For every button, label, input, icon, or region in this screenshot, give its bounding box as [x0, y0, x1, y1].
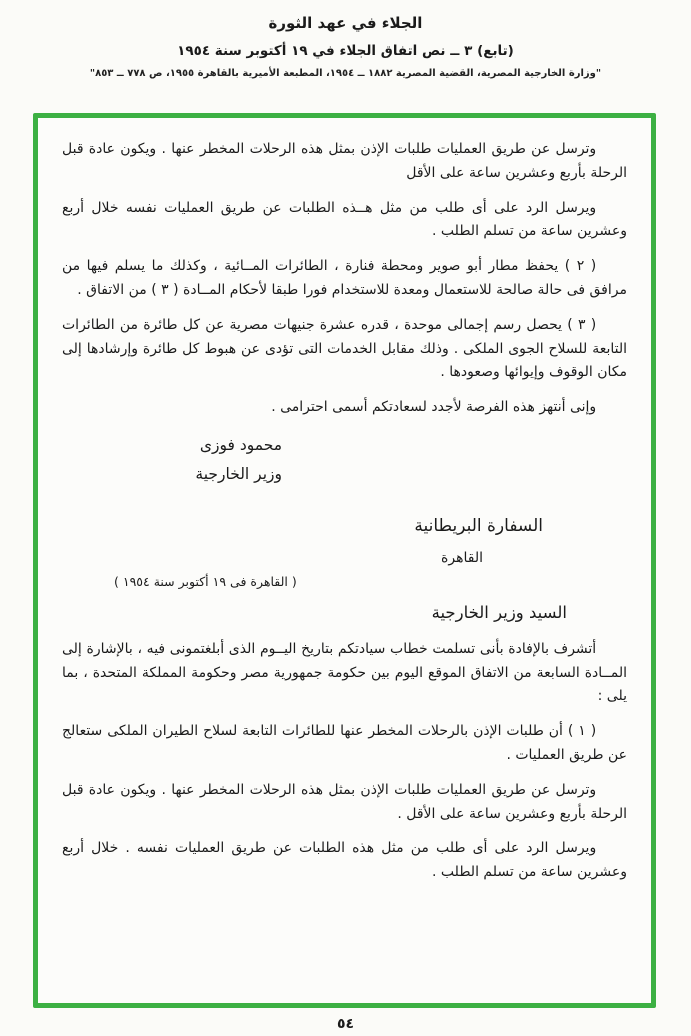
salutation: السيد وزير الخارجية: [431, 602, 567, 622]
letter1-paragraph: ( ٣ ) يحصل رسم إجمالى موحدة ، قدره عشرة جنيهات مصرية عن كل طائرة من الطائرات التابعة للسلاح الجوى الملكى . وذلك مقابل الخدمات التى تؤدى عن هبوط كل طائرة وإرشادها إلى مكان الوقوف وإيوائها وصعودها .: [62, 316, 627, 381]
letter1-paragraph: وترسل عن طريق العمليات طلبات الإذن بمثل هذه الرحلات المخطر عنها . ويكون عادة قبل الرحلة بأربع وعشرين ساعة على الأقل: [62, 141, 627, 181]
letter2-paragraph: ويرسل الرد على أى طلب من مثل هذه الطلبات عن طريق العمليات نفسه . خلال أربع وعشرين ساعة من تسلم الطلب .: [62, 840, 627, 881]
signature-name: محمود فوزى: [199, 435, 282, 454]
page-title: الجلاء في عهد الثورة: [268, 14, 423, 32]
source-citation: "وزارة الخارجية المصرية، القضية المصرية ١٨٨٢ ــ ١٩٥٤، المطبعة الأميرية بالقاهرة ١٩٥٥، ص ٧٧٨ ــ ٨٥٣": [89, 68, 602, 79]
letter1-paragraph: ( ٢ ) يحفظ مطار أبو صوير ومحطة فنارة ، الطائرات المــائية ، وكذلك ما يسلم فيها من مرافق فى حالة صالحة للاستعمال ومعدة للاستخدام فورا طبقا لأحكام المــادة ( ٣ ) من الاتفاق .: [62, 258, 627, 298]
embassy-city: القاهرة: [441, 549, 483, 566]
letter2-paragraph: وترسل عن طريق العمليات طلبات الإذن بمثل هذه الرحلات المخطر عنها . ويكون عادة قبل الرحلة بأربع وعشرين ساعة على الأقل .: [62, 781, 627, 822]
page-number: ٥٤: [336, 1016, 355, 1032]
document-frame: [33, 113, 656, 1008]
embassy-name: السفارة البريطانية: [414, 515, 543, 536]
letter1-paragraph: ويرسل الرد على أى طلب من مثل هــذه الطلبات عن طريق العمليات نفسه خلال أربع وعشرين ساعة من تسلم الطلب .: [62, 199, 627, 240]
page-subtitle: (تابع) ٣ ــ نص اتفاق الجلاء في ١٩ أكتوبر سنة ١٩٥٤: [177, 43, 514, 59]
embassy-block: [62, 516, 627, 589]
signature-block: [195, 431, 282, 490]
letter2-paragraph: أتشرف بالإفادة بأنى تسلمت خطاب سيادتكم بتاريخ اليــوم الذى أبلغتمونى فيه ، بالإشارة إلى المــادة السابعة من الاتفاق الموقع اليوم بين حكومة جمهورية مصر وحكومة المملكة المتحدة ، بما يلى :: [62, 640, 627, 705]
letter2-paragraph: ( ١ ) أن طلبات الإذن بالرحلات المخطر عنها للطائرات التابعة لسلاح الطيران الملكى ستعالج عن طريق العمليات .: [62, 723, 627, 764]
page-header: [0, 0, 691, 79]
signature-title: وزير الخارجية: [195, 465, 282, 484]
letter1-closing: وإنى أنتهز هذه الفرصة لأجدد لسعادتكم أسمى احترامى .: [271, 399, 597, 416]
date-line: ( القاهرة فى ١٩ أكتوبر سنة ١٩٥٤ ): [114, 573, 297, 589]
